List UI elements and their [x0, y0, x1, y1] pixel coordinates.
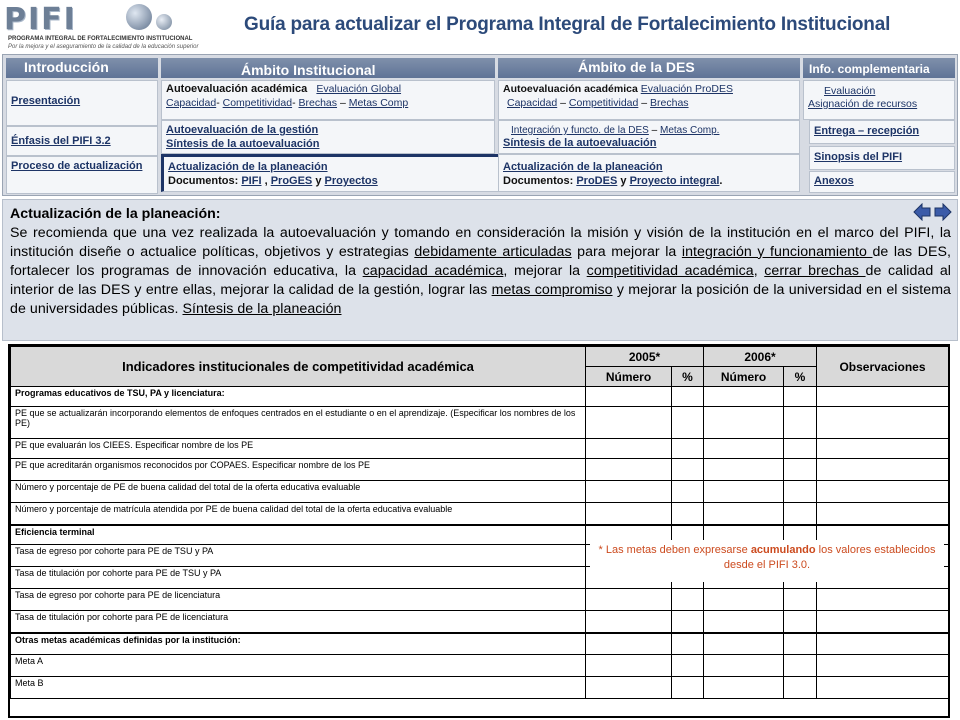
value-cell[interactable]: [586, 611, 672, 633]
sep: .: [719, 175, 723, 187]
menu-autoevaluacion-des[interactable]: [498, 80, 800, 120]
logo-tagline: Por la mejora y el aseguramiento de la calidad de la educación superior: [8, 44, 199, 50]
info-body: [10, 224, 951, 319]
value-cell[interactable]: [704, 589, 784, 611]
value-cell[interactable]: [672, 459, 704, 481]
link-autoevaluacion-gestion[interactable]: Autoevaluación de la gestión: [166, 124, 319, 136]
value-cell[interactable]: [817, 387, 949, 407]
menu-enfasis-label: Énfasis del PIFI 3.2: [11, 135, 111, 147]
page-header: [0, 0, 960, 54]
link-integracion-des[interactable]: Integración y functo. de la DES: [511, 125, 649, 136]
info-link-metas[interactable]: metas compromiso: [491, 281, 613, 298]
sep: y: [315, 175, 322, 187]
info-link-capacidad[interactable]: capacidad académica: [362, 262, 504, 279]
value-cell[interactable]: [672, 677, 704, 699]
value-cell[interactable]: [784, 407, 817, 439]
link-actualizacion-planeacion-des[interactable]: Actualización de la planeación: [503, 161, 663, 173]
logo-subtitle: PROGRAMA INTEGRAL DE FORTALECIMIENTO INSTITUCIONAL: [8, 36, 193, 42]
value-cell[interactable]: [817, 633, 949, 655]
sep: –: [641, 97, 648, 109]
table-row: [11, 481, 949, 503]
info-text: de las DES, fortalecer los programas de innovación educativa, la: [10, 243, 951, 279]
value-cell[interactable]: [672, 481, 704, 503]
info-title: Actualización de la planeación:: [10, 206, 221, 222]
row-label: Número y porcentaje de PE de buena calidad del total de la oferta educativa evaluable: [11, 481, 586, 503]
info-link-integracion[interactable]: integración y funcionamiento: [681, 243, 873, 260]
table-row: [11, 611, 949, 633]
value-cell[interactable]: [672, 655, 704, 677]
link-competitividad-des[interactable]: Competitividad: [568, 97, 639, 109]
link-entrega-recepcion: Entrega – recepción: [814, 125, 920, 137]
table-row: [11, 633, 949, 655]
row-label: Tasa de titulación por cohorte para PE de TSU y PA: [11, 567, 586, 589]
pifi-logo: [4, 2, 199, 52]
menu-actualizacion-des[interactable]: [498, 154, 800, 192]
value-cell[interactable]: [704, 503, 784, 525]
link-brechas-des[interactable]: Brechas: [650, 97, 689, 109]
sep: ,: [264, 175, 268, 187]
link-proyecto-integral[interactable]: Proyecto integral: [629, 175, 720, 187]
header-numero: Número: [586, 367, 672, 387]
value-cell[interactable]: [672, 407, 704, 439]
row-label: Meta A: [11, 655, 586, 677]
table-row: [11, 459, 949, 481]
logo-orb-icon: [126, 4, 152, 30]
value-cell[interactable]: [784, 481, 817, 503]
row-label: Otras metas académicas definidas por la institución:: [11, 633, 586, 655]
back-arrow-icon[interactable]: [913, 203, 931, 221]
value-cell[interactable]: [672, 439, 704, 459]
info-text: y mejorar la posición de la universidad en el sistema de universidades públicas.: [10, 281, 951, 317]
value-cell[interactable]: [784, 677, 817, 699]
row-label: Tasa de egreso por cohorte para PE de TSU y PA: [11, 545, 586, 567]
value-cell[interactable]: [817, 611, 949, 633]
row-label: Eficiencia terminal: [11, 525, 586, 545]
link-asignacion-recursos[interactable]: Asignación de recursos: [808, 98, 918, 110]
value-cell[interactable]: [784, 503, 817, 525]
value-cell[interactable]: [817, 439, 949, 459]
indicators-table-container: [8, 344, 950, 718]
value-cell[interactable]: [704, 633, 784, 655]
header-year-2005: 2005*: [586, 347, 704, 367]
info-link-sintesis-planeacion[interactable]: Síntesis de la planeación: [182, 300, 342, 317]
link-capacidad-des[interactable]: Capacidad: [507, 97, 558, 109]
menu-presentacion-label: Presentación: [11, 95, 81, 107]
value-cell[interactable]: [817, 407, 949, 439]
value-cell[interactable]: [784, 459, 817, 481]
sep: –: [339, 97, 346, 109]
value-cell[interactable]: [704, 677, 784, 699]
link-evaluacion-prodes[interactable]: Evaluación ProDES: [640, 83, 733, 95]
link-capacidad[interactable]: Capacidad: [166, 97, 217, 109]
info-text: Se recomienda que una vez realizada la autoevaluación y tomando en consideración la misión y visión de la institución en el marco del PIFI, la institución diseñe o actualice políticas, objetivos y estrategias: [10, 224, 951, 260]
value-cell[interactable]: [586, 407, 672, 439]
value-cell[interactable]: [586, 655, 672, 677]
value-cell[interactable]: [784, 611, 817, 633]
value-cell[interactable]: [704, 387, 784, 407]
logo-wordmark: PIFI: [4, 2, 77, 37]
value-cell[interactable]: [704, 407, 784, 439]
info-text: ,: [753, 262, 765, 279]
table-row: [11, 503, 949, 525]
menu-integracion-des[interactable]: [498, 120, 800, 154]
link-sintesis-autoevaluacion-des[interactable]: Síntesis de la autoevaluación: [503, 137, 657, 149]
value-cell[interactable]: [784, 439, 817, 459]
tab-info-complementaria[interactable]: [803, 58, 955, 78]
value-cell[interactable]: [672, 387, 704, 407]
navigation-arrows: [913, 203, 953, 221]
row-label: Programas educativos de TSU, PA y licenciatura:: [11, 387, 586, 407]
value-cell[interactable]: [817, 481, 949, 503]
tab-ambito-des[interactable]: [498, 58, 800, 78]
table-row: [11, 387, 949, 407]
value-cell[interactable]: [586, 633, 672, 655]
value-cell[interactable]: [672, 503, 704, 525]
info-link-brechas[interactable]: cerrar brechas: [764, 262, 866, 279]
value-cell[interactable]: [586, 481, 672, 503]
link-brechas[interactable]: Brechas: [298, 97, 338, 109]
link-proges[interactable]: ProGES: [270, 175, 313, 187]
row-label: PE que acreditarán organismos reconocidos por COPAES. Especificar nombre de los PE: [11, 459, 586, 481]
value-cell[interactable]: [586, 503, 672, 525]
link-anexos: Anexos: [814, 175, 854, 187]
menu-proceso-actualizacion[interactable]: [6, 156, 158, 194]
value-cell[interactable]: [704, 611, 784, 633]
link-actualizacion-planeacion[interactable]: Actualización de la planeación: [168, 161, 328, 173]
note-emphasis: acumulando: [750, 544, 816, 556]
link-competitividad[interactable]: Competitividad: [222, 97, 293, 109]
page-title: Guía para actualizar el Programa Integral de Fortalecimiento Institucional: [244, 14, 891, 35]
menu-proceso-label: Proceso de actualización: [11, 160, 143, 172]
note-text: * Las metas deben expresarse: [598, 544, 751, 556]
value-cell[interactable]: [817, 503, 949, 525]
info-panel: [2, 199, 958, 341]
value-cell[interactable]: [672, 589, 704, 611]
header-pct: %: [784, 367, 817, 387]
value-cell[interactable]: [704, 655, 784, 677]
sep: -: [216, 97, 220, 109]
row-label: Tasa de titulación por cohorte para PE de licenciatura: [11, 611, 586, 633]
table-row: [11, 655, 949, 677]
value-cell[interactable]: [672, 611, 704, 633]
link-metas-comp[interactable]: Metas Comp: [348, 97, 409, 109]
value-cell[interactable]: [586, 459, 672, 481]
value-cell[interactable]: [704, 481, 784, 503]
row-label: Tasa de egreso por cohorte para PE de licenciatura: [11, 589, 586, 611]
info-link-articuladas[interactable]: debidamente articuladas: [414, 243, 572, 260]
navigation-grid: [2, 54, 958, 196]
tab-ambito-institucional[interactable]: [161, 58, 495, 78]
row-label: Meta B: [11, 677, 586, 699]
menu-auto-label: Autoevaluación académica: [166, 83, 308, 95]
info-text: de calidad al interior de las DES y entre ellas, mejorar la calidad de la gestión, lograr las: [10, 262, 951, 298]
menu-autoevaluacion-gestion[interactable]: [161, 120, 495, 154]
value-cell[interactable]: [817, 655, 949, 677]
menu-actualizacion-institucional[interactable]: [161, 154, 501, 192]
value-cell[interactable]: [704, 439, 784, 459]
tab-info-complementaria-label: Info. complementaria: [809, 62, 930, 76]
value-cell[interactable]: [704, 459, 784, 481]
info-text: para mejorar la: [571, 243, 682, 260]
tab-introduccion-label: Introducción: [24, 59, 109, 75]
table-title: Indicadores institucionales de competitividad académica: [11, 347, 586, 387]
menu-anexos[interactable]: [809, 171, 955, 193]
row-label: Número y porcentaje de matrícula atendida por PE de buena calidad del total de la oferta educativa evaluable: [11, 503, 586, 525]
value-cell[interactable]: [784, 655, 817, 677]
value-cell[interactable]: [784, 633, 817, 655]
note-text: los valores establecidos desde el PIFI 3.0.: [723, 544, 936, 571]
row-label: PE que se actualizarán incorporando elementos de enfoques centrados en el estudiante o en el aprendizaje. (Especificar los nombres de los PE): [11, 407, 586, 439]
tab-ambito-des-label: Ámbito de la DES: [578, 59, 695, 75]
table-row: [11, 439, 949, 459]
sep: –: [560, 97, 566, 109]
header-numero: Número: [704, 367, 784, 387]
value-cell[interactable]: [586, 439, 672, 459]
menu-evaluacion-asignacion[interactable]: [803, 80, 955, 120]
value-cell[interactable]: [586, 677, 672, 699]
link-sinopsis: Sinopsis del PIFI: [814, 151, 903, 163]
value-cell[interactable]: [586, 589, 672, 611]
documentos-des-label: Documentos:: [503, 175, 574, 187]
forward-arrow-icon[interactable]: [934, 203, 952, 221]
value-cell[interactable]: [672, 633, 704, 655]
value-cell[interactable]: [784, 387, 817, 407]
header-year-2006: 2006*: [704, 347, 817, 367]
menu-autoevaluacion-institucional[interactable]: [161, 80, 495, 120]
link-evaluacion-global[interactable]: Evaluación Global: [316, 83, 402, 95]
menu-presentacion[interactable]: [6, 80, 158, 126]
value-cell[interactable]: [586, 387, 672, 407]
table-row: [11, 407, 949, 439]
documentos-label: Documentos:: [168, 175, 239, 187]
value-cell[interactable]: [784, 589, 817, 611]
link-pifi[interactable]: PIFI: [241, 175, 262, 187]
value-cell[interactable]: [817, 589, 949, 611]
info-link-competitividad[interactable]: competitividad académica: [586, 262, 754, 279]
menu-sinopsis[interactable]: [809, 146, 955, 170]
link-metas-comp-des[interactable]: Metas Comp.: [659, 125, 720, 136]
sep: y: [620, 175, 627, 187]
link-prodes[interactable]: ProDES: [576, 175, 618, 187]
tab-introduccion[interactable]: [6, 58, 158, 78]
link-evaluacion[interactable]: Evaluación: [824, 85, 876, 97]
table-row: [11, 589, 949, 611]
link-sintesis-autoevaluacion[interactable]: Síntesis de la autoevaluación: [166, 138, 320, 150]
tab-ambito-institucional-label: Ámbito Institucional: [241, 62, 376, 78]
value-cell[interactable]: [817, 459, 949, 481]
table-row: [11, 677, 949, 699]
header-observaciones: Observaciones: [817, 347, 949, 387]
menu-entrega-recepcion[interactable]: [809, 120, 955, 144]
row-label: PE que evaluarán los CIEES. Especificar nombre de los PE: [11, 439, 586, 459]
value-cell[interactable]: [817, 677, 949, 699]
menu-auto-des-label: Autoevaluación académica: [503, 83, 638, 95]
logo-orb-small-icon: [156, 14, 172, 30]
menu-enfasis[interactable]: [6, 126, 158, 156]
indicators-table: [10, 346, 949, 699]
link-proyectos[interactable]: Proyectos: [324, 175, 378, 187]
sep: -: [292, 97, 296, 109]
header-pct: %: [672, 367, 704, 387]
footnote-box: [590, 540, 944, 582]
info-text: , mejorar la: [503, 262, 587, 279]
sep: –: [651, 125, 658, 136]
